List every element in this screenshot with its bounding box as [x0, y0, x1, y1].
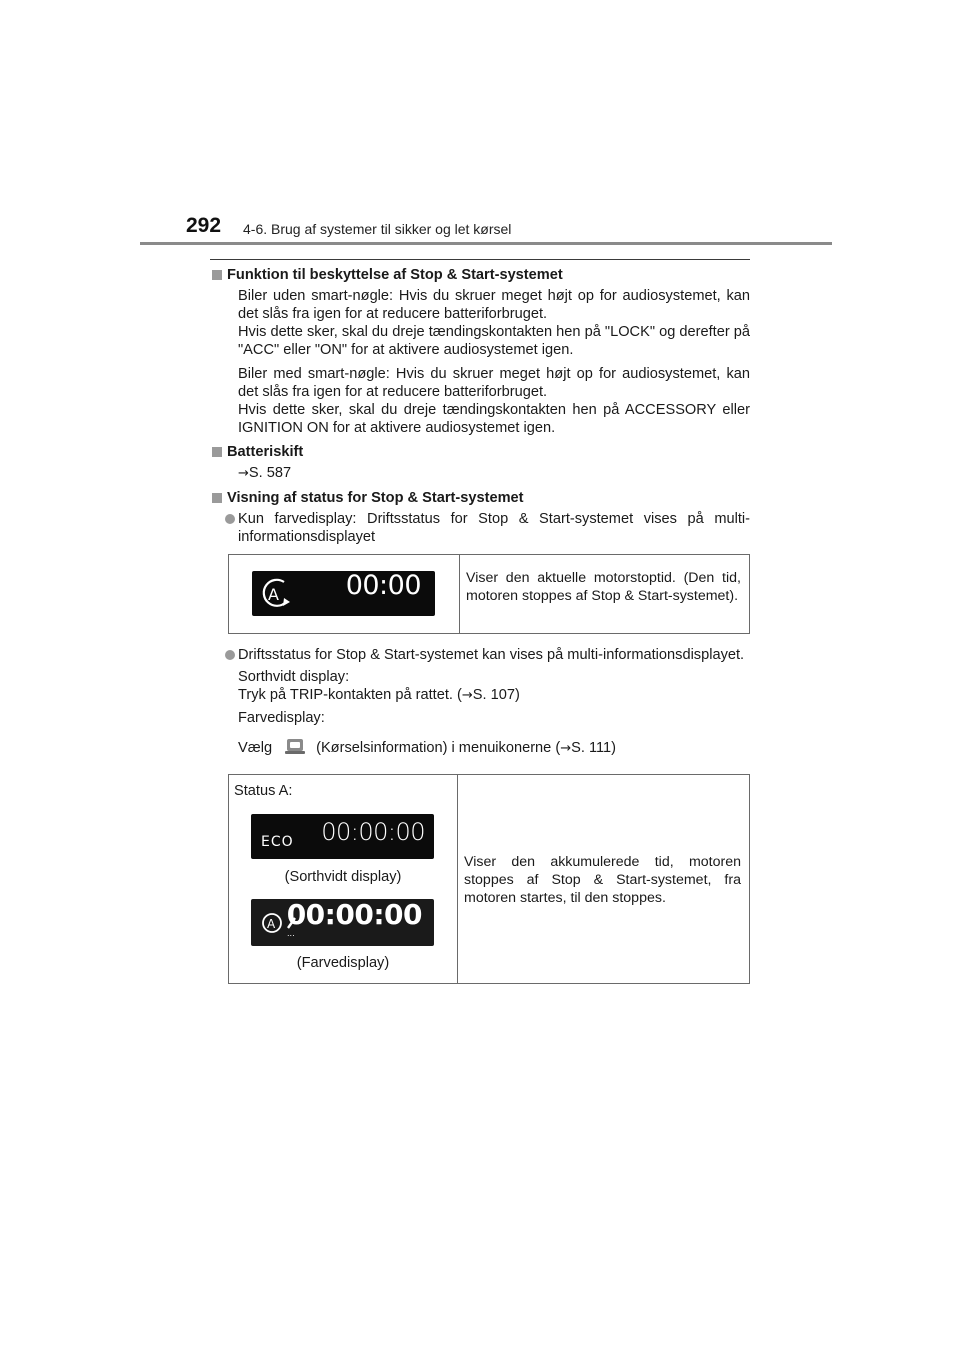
status-table-accumulated	[228, 774, 750, 984]
mono-time-value: 00:00:00	[321, 818, 425, 846]
section-heading: Batteriskift	[210, 443, 750, 461]
section-heading: Visning af status for Stop & Start-systemet	[210, 489, 750, 507]
description-text: Viser den aktuelle motorstoptid. (Den tid, motoren stoppes af Stop & Start-systemet).	[466, 570, 741, 604]
svg-text:A: A	[267, 917, 276, 931]
eco-label: ECO	[261, 834, 294, 850]
list-item: Driftsstatus for Stop & Start-systemet kan vises på multi-informationsdisplayet.	[210, 646, 750, 664]
display-cell	[229, 555, 460, 634]
paragraph: Biler med smart-nøgle: Hvis du skruer meget højt op for audiosystemet, kan det slås fra igen for at reducere batteriforbruget. Hvis dette sker, skal du dreje tændingskontakten hen på ACCESSORY eller IGNITION ON for at aktivere audiosystemet igen.	[238, 366, 750, 436]
svg-text:...: ...	[287, 929, 295, 938]
arrow-icon: →	[461, 688, 473, 703]
status-table-current	[228, 554, 750, 634]
color-caption: (Farvedisplay)	[296, 955, 390, 971]
description-cell	[458, 775, 750, 984]
square-bullet-icon	[212, 270, 222, 280]
color-time-value: 00:00:00	[286, 898, 422, 931]
description-cell	[460, 555, 750, 634]
header-rule	[140, 242, 832, 245]
section-protection	[210, 266, 750, 437]
sub-paragraph: Farvedisplay:	[238, 710, 325, 726]
square-bullet-icon	[212, 493, 222, 503]
stop-start-indicator-icon	[258, 576, 298, 612]
mono-caption: (Sorthvidt display)	[284, 869, 402, 885]
page-number: 292	[186, 214, 222, 237]
stop-time-display	[252, 571, 435, 616]
section-battery	[210, 443, 750, 483]
square-bullet-icon	[212, 447, 222, 457]
section-heading: Funktion til beskyttelse af Stop & Start-systemet	[210, 266, 750, 284]
arrow-icon: →	[560, 741, 572, 756]
sub-paragraph: Sorthvidt display: Tryk på TRIP-kontakten på rattet. (→S. 107)	[238, 669, 520, 703]
paragraph: Biler uden smart-nøgle: Hvis du skruer meget højt op for audiosystemet, kan det slås fra igen for at reducere batteriforbruget. Hvis dette sker, skal du dreje tændingskontakten hen på "LOCK" og derefter på "ACC" eller "ON" for at aktivere audiosystemet igen.	[238, 288, 750, 358]
color-display	[251, 899, 434, 946]
page-reference: →S. 587	[238, 465, 292, 481]
section-rule	[210, 259, 750, 260]
sub-paragraph: Vælg (Kørselsinformation) i menuikonerne (→S. 111)	[210, 737, 750, 758]
chapter-title: 4-6. Brug af systemer til sikker og let kørsel	[243, 221, 512, 237]
driving-info-icon	[284, 737, 306, 755]
section-status	[210, 489, 750, 984]
page-header	[0, 0, 960, 276]
status-label: Status A:	[234, 783, 293, 799]
list-item: Kun farvedisplay: Driftsstatus for Stop & Start-systemet vises på multi-informationsdisplayet	[210, 510, 750, 546]
round-bullet-icon	[225, 514, 235, 524]
mono-display	[251, 814, 434, 859]
round-bullet-icon	[225, 650, 235, 660]
description-text: Viser den akkumulerede tid, motoren stoppes af Stop & Start-systemet, fra motoren startes, til den stoppes.	[464, 854, 741, 906]
svg-text:A: A	[268, 585, 279, 604]
page-content	[210, 266, 750, 990]
stop-time-value: 00:00	[345, 570, 421, 601]
display-cell	[229, 775, 458, 984]
arrow-icon: →	[238, 466, 249, 481]
